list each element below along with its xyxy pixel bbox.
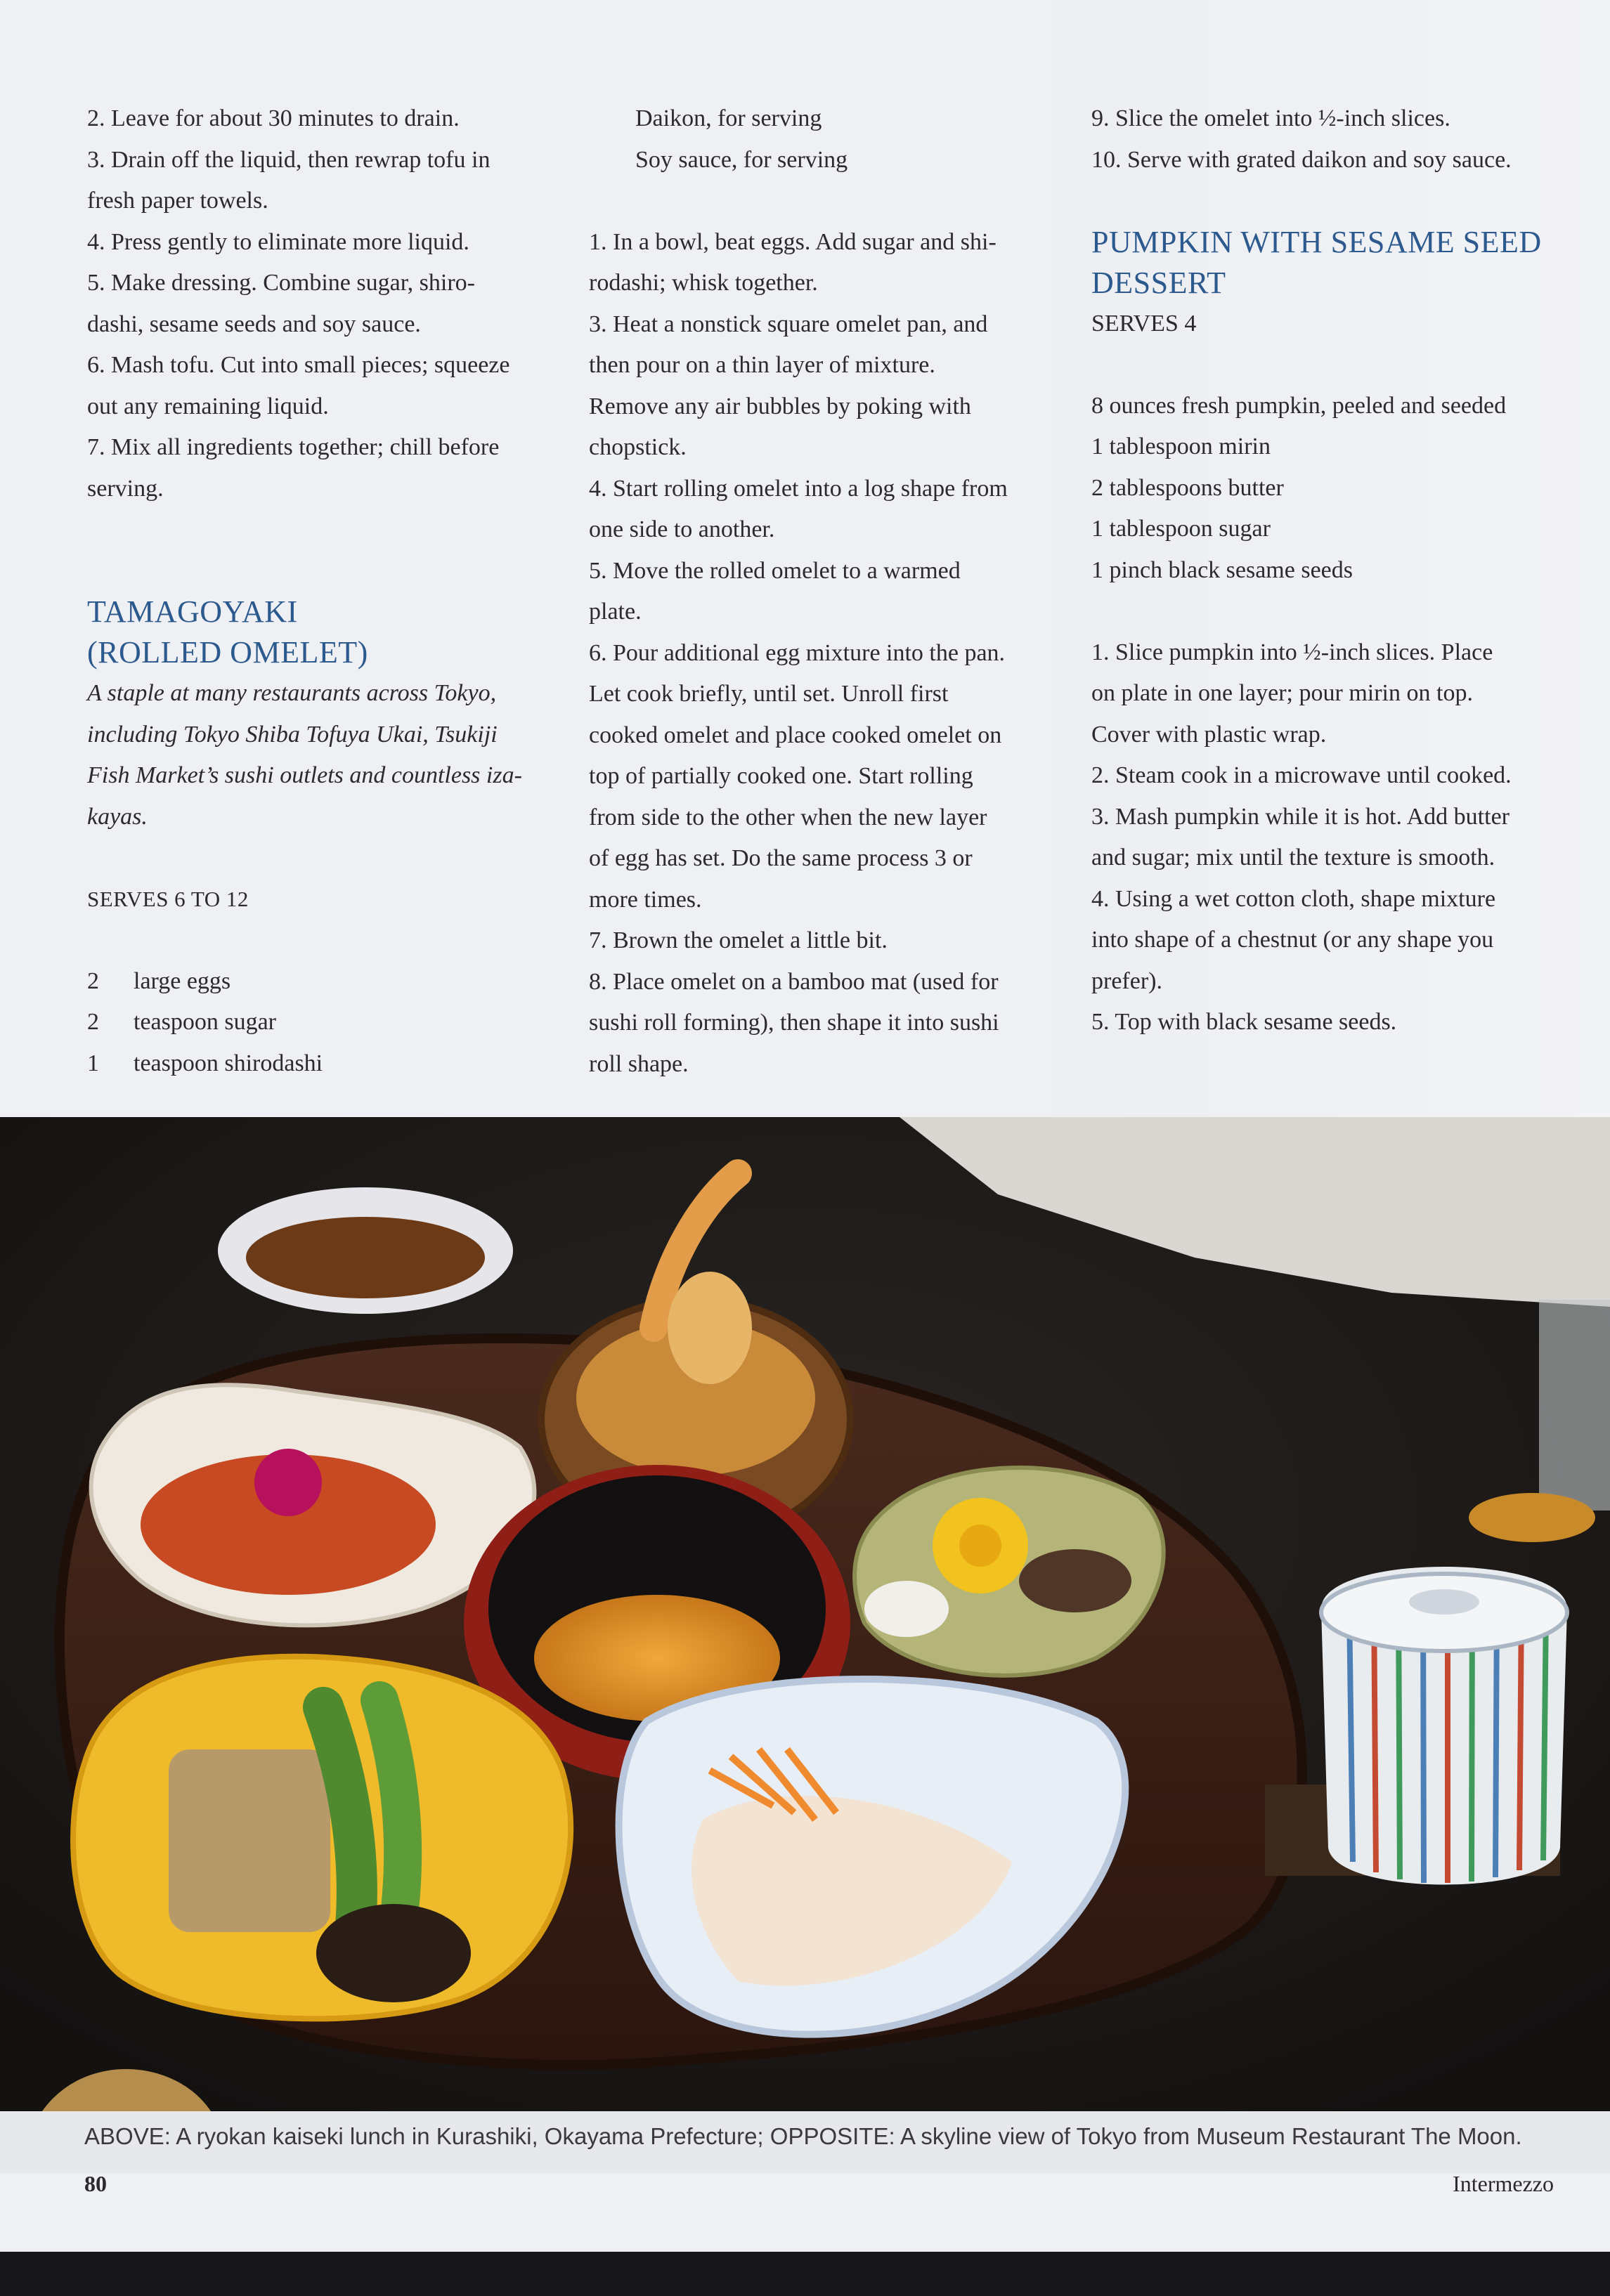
step: 5. Move the rolled omelet to a warmed <box>589 557 961 584</box>
ingredient <box>87 1002 551 1043</box>
step: 3. Heat a nonstick square omelet pan, and <box>589 311 988 337</box>
step: sushi roll forming), then shape it into sushi <box>589 1010 999 1036</box>
kaiseki-illustration <box>0 1117 1610 2111</box>
step: 3. Drain off the liquid, then rewrap tofu in <box>87 146 491 173</box>
scan-edge <box>0 2252 1610 2296</box>
step: 7. Brown the omelet a little bit. <box>589 927 888 953</box>
step: 5. Make dressing. Combine sugar, shiro- <box>87 270 476 296</box>
step: roll shape. <box>589 1050 689 1077</box>
column-middle <box>589 98 1060 1085</box>
column-right <box>1091 98 1569 1043</box>
ingredient: 2 tablespoons butter <box>1091 474 1284 501</box>
step: 4. Start rolling omelet into a log shape from <box>589 475 1008 502</box>
step: 1. Slice pumpkin into ½-inch slices. Place <box>1091 639 1493 665</box>
step: of egg has set. Do the same process 3 or <box>589 845 973 871</box>
ingredient <box>87 1043 551 1085</box>
step: 7. Mix all ingredients together; chill before <box>87 434 500 460</box>
water-glass <box>1539 1300 1610 1511</box>
recipe-title: PUMPKIN WITH SESAME SEED <box>1091 224 1542 259</box>
step: serving. <box>87 475 164 502</box>
step: and sugar; mix until the texture is smooth. <box>1091 844 1495 870</box>
step: 10. Serve with grated daikon and soy sauce. <box>1091 146 1512 173</box>
step: 3. Mash pumpkin while it is hot. Add butter <box>1091 803 1510 830</box>
step: 1. In a bowl, beat eggs. Add sugar and shi- <box>589 228 996 255</box>
step: top of partially cooked one. Start rolling <box>589 763 973 789</box>
step: 6. Mash tofu. Cut into small pieces; squeeze <box>87 352 510 378</box>
ingredient: Daikon, for serving <box>635 105 822 131</box>
ingredient: 1 tablespoon mirin <box>1091 433 1271 459</box>
step: out any remaining liquid. <box>87 393 329 419</box>
ingredient-qty: 1 <box>87 1050 99 1076</box>
serves-label: SERVES 4 <box>1091 310 1197 337</box>
step: plate. <box>589 599 642 625</box>
step: 9. Slice the omelet into ½-inch slices. <box>1091 105 1450 131</box>
serves-label: SERVES 6 TO 12 <box>87 886 249 911</box>
step: 4. Using a wet cotton cloth, shape mixture <box>1091 885 1496 912</box>
step: 5. Top with black sesame seeds. <box>1091 1009 1397 1035</box>
recipe-intro: A staple at many restaurants across Tokyo, <box>87 680 497 706</box>
ingredient-item: large eggs <box>134 967 231 994</box>
recipe-title: TAMAGOYAKI <box>87 594 298 629</box>
step: rodashi; whisk together. <box>589 270 818 296</box>
column-left <box>87 98 551 1084</box>
step: more times. <box>589 886 702 913</box>
ingredient-item: teaspoon shirodashi <box>134 1050 323 1076</box>
ingredient: Soy sauce, for serving <box>635 146 848 173</box>
step: chopstick. <box>589 434 687 460</box>
step: prefer). <box>1091 967 1162 994</box>
recipe-intro: kayas. <box>87 803 148 830</box>
step: Cover with plastic wrap. <box>1091 721 1327 748</box>
step: Remove any air bubbles by poking with <box>589 393 971 419</box>
step: then pour on a thin layer of mixture. <box>589 352 935 378</box>
step: one side to another. <box>589 516 775 542</box>
recipe-intro: including Tokyo Shiba Tofuya Ukai, Tsukiji <box>87 721 498 748</box>
step: 6. Pour additional egg mixture into the pan. <box>589 639 1006 666</box>
step: 8. Place omelet on a bamboo mat (used for <box>589 968 999 995</box>
step: into shape of a chestnut (or any shape you <box>1091 927 1494 953</box>
step: fresh paper towels. <box>87 188 268 214</box>
kaiseki-lunch-photo <box>0 1117 1610 2111</box>
step: 2. Steam cook in a microwave until cooked. <box>1091 762 1512 788</box>
ingredient <box>87 961 551 1003</box>
step: on plate in one layer; pour mirin on top. <box>1091 680 1473 706</box>
step: Let cook briefly, until set. Unroll first <box>589 681 949 707</box>
ingredient: 8 ounces fresh pumpkin, peeled and seeded <box>1091 392 1507 419</box>
ingredient-qty: 2 <box>87 967 99 994</box>
recipe-intro: Fish Market’s sushi outlets and countless iza- <box>87 762 522 788</box>
step: dashi, sesame seeds and soy sauce. <box>87 311 421 337</box>
step: from side to the other when the new layer <box>589 804 987 830</box>
ingredient-item: teaspoon sugar <box>134 1009 277 1035</box>
recipe-subtitle: (ROLLED OMELET) <box>87 635 368 670</box>
magazine-name: Intermezzo <box>1453 2171 1554 2196</box>
ingredient-qty: 2 <box>87 1009 99 1035</box>
step: 4. Press gently to eliminate more liquid. <box>87 228 469 255</box>
step: cooked omelet and place cooked omelet on <box>589 722 1002 748</box>
ingredient: 1 pinch black sesame seeds <box>1091 556 1353 583</box>
ingredient: 1 tablespoon sugar <box>1091 516 1271 542</box>
step: 2. Leave for about 30 minutes to drain. <box>87 105 460 131</box>
page-number: 80 <box>84 2171 107 2196</box>
recipe-title-cont: DESSERT <box>1091 265 1226 300</box>
photo-caption: ABOVE: A ryokan kaiseki lunch in Kurashiki, Okayama Prefecture; OPPOSITE: A skyline view of Tokyo from Museum Restaurant The Moon. <box>84 2123 1522 2149</box>
